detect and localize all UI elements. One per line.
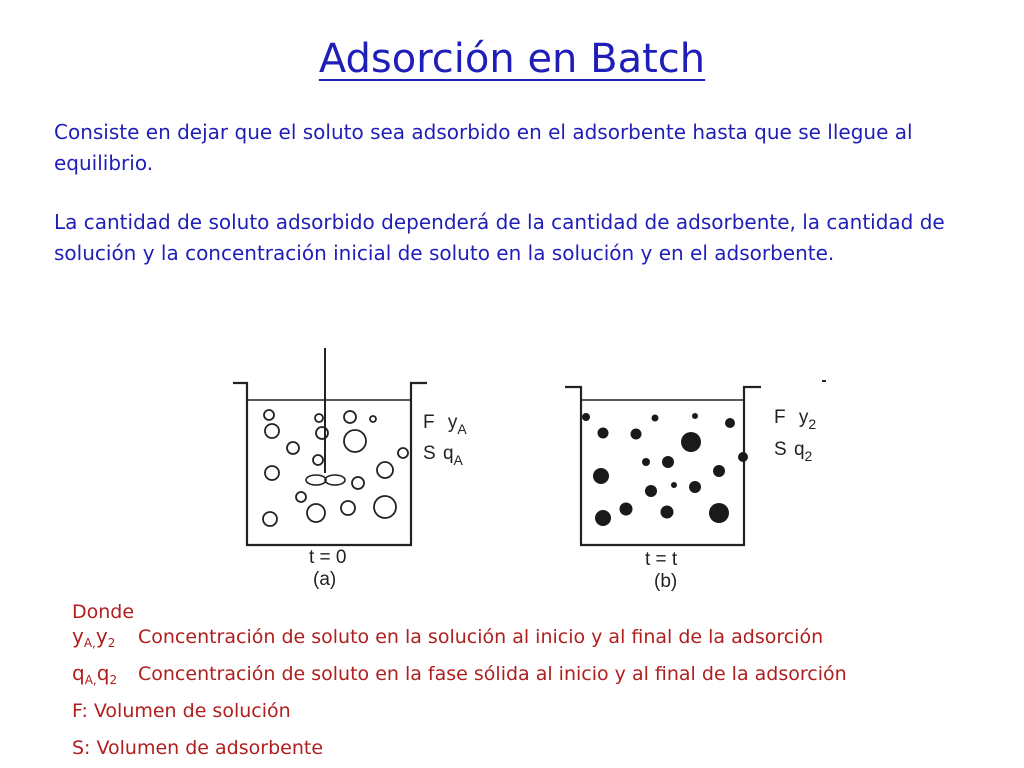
tank-a-impeller-blade (325, 475, 345, 485)
tank-b-time: t = t (645, 549, 678, 570)
legend-s-definition: S: Volumen de adsorbente (72, 737, 324, 759)
legend-text-y: Concentración de soluto en la solución al inicio y al final de la adsorción (138, 626, 824, 648)
intro-paragraph: Consiste en dejar que el soluto sea adsorbido en el adsorbente hasta que se llegue al equilibrio. (54, 120, 913, 175)
tank-b-particle (713, 465, 725, 477)
tank-b-particle (631, 429, 642, 440)
tank-b-particle (642, 458, 650, 466)
tank-b-wall (565, 387, 761, 545)
tank-b-particle (681, 432, 701, 452)
tank-a-caption: (a) (313, 569, 337, 590)
diagram-svg (225, 345, 835, 605)
tank-a-particle (287, 442, 299, 454)
tank-b-caption: (b) (654, 571, 678, 592)
tank-b-particle (689, 481, 701, 493)
tank-a-particle (264, 410, 274, 420)
tank-b-particle (595, 510, 611, 526)
tank-a-particle (374, 496, 396, 518)
tank-b-particle (709, 503, 729, 523)
tank-b-particle (582, 413, 590, 421)
tank-b-particle (593, 468, 609, 484)
tank-b-particle (738, 452, 748, 462)
tank-a-particle (344, 411, 356, 423)
tank-a (233, 348, 427, 545)
tank-a-particle (315, 414, 323, 422)
tank-b-solid-label: S $q_2$ (774, 439, 813, 464)
tank-b-particle (692, 413, 698, 419)
tank-a-wall (233, 383, 427, 545)
tank-a-labels (309, 412, 467, 590)
tank-a-particle (307, 504, 325, 522)
tank-a-particle (352, 477, 364, 489)
legend-symbol-q: $q_{A,}q_2$ (72, 661, 118, 687)
tank-b-particle (645, 485, 657, 497)
tank-a-particle (265, 424, 279, 438)
legend-f-definition: F: Volumen de solución (72, 700, 291, 722)
tank-b-particle (662, 456, 674, 468)
legend-text-q: Concentración de soluto en la fase sólida al inicio y al final de la adsorción (138, 663, 847, 685)
tank-b-particle (598, 428, 609, 439)
tank-a-particle (341, 501, 355, 515)
tank-a-particle (377, 462, 393, 478)
tank-b-particle (671, 482, 677, 488)
tank-a-solid-label: S $q_A$ (423, 443, 463, 468)
tank-b-particle (620, 503, 633, 516)
tank-a-particle (296, 492, 306, 502)
legend-row-q (72, 661, 847, 692)
tank-b-flow-label: F $y_2$ (774, 407, 817, 432)
slide-title-text: Adsorción en Batch (318, 36, 706, 82)
tank-a-particle (344, 430, 366, 452)
slide-title (0, 33, 1024, 85)
tank-b-particles (582, 413, 748, 526)
tank-b-particle (652, 415, 659, 422)
tank-a-flow-label: F $y_A$ (423, 412, 467, 437)
tank-b-particle (661, 506, 674, 519)
tank-a-time: t = 0 (309, 547, 347, 568)
tank-a-particle (316, 427, 328, 439)
tank-b-particle (725, 418, 735, 428)
detail-paragraph: La cantidad de soluto adsorbido dependerá de la cantidad de adsorbente, la cantidad de solución y la concentración inicial de soluto en la solución y en el adsorbente. (54, 210, 945, 265)
legend-heading: Donde (72, 601, 135, 623)
tank-a-particles (263, 410, 408, 526)
tank-a-particle (265, 466, 279, 480)
tank-a-particle (263, 512, 277, 526)
tank-a-particle (313, 455, 323, 465)
batch-adsorption-diagram (225, 345, 835, 605)
tank-a-impeller-blade (306, 475, 326, 485)
tank-a-particle (370, 416, 376, 422)
tank-b-labels (645, 407, 816, 592)
tank-a-particle (398, 448, 408, 458)
legend-row-y (72, 624, 823, 655)
legend-symbol-y: $y_{A,}y_2$ (72, 624, 116, 650)
